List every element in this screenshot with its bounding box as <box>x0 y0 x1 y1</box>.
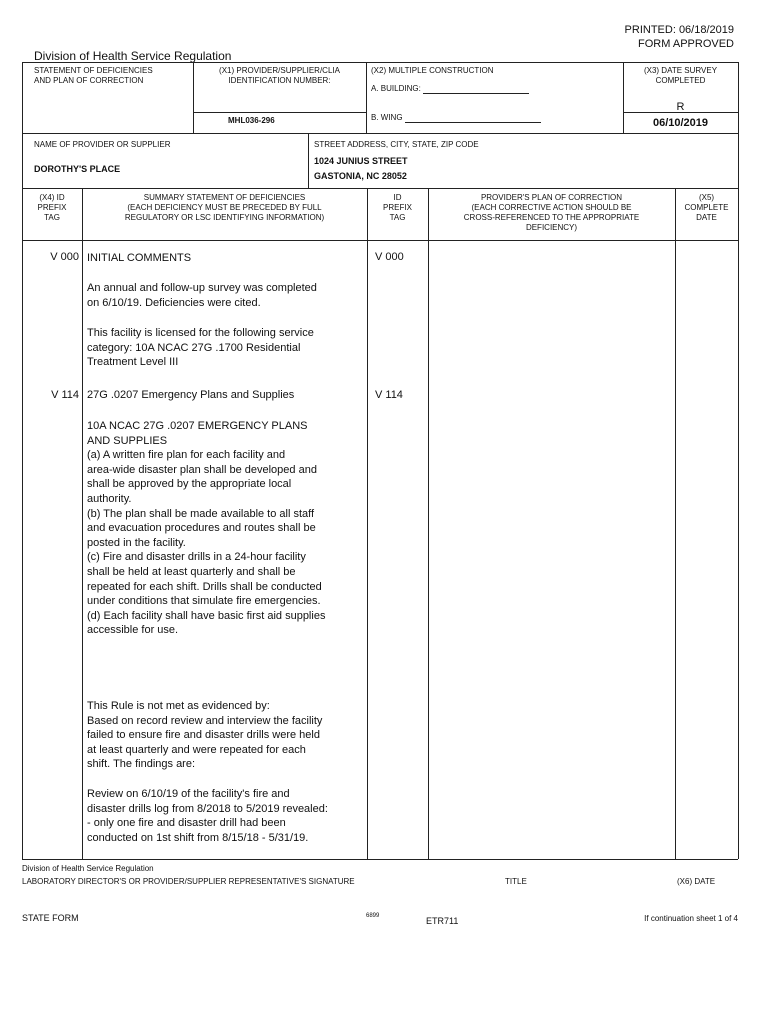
footer-division: Division of Health Service Regulation <box>22 864 154 873</box>
paragraph-rule-text: 10A NCAC 27G .0207 EMERGENCY PLANS AND SUPPLIES (a) A written fire plan for each facility and area-wide disaster plan shall be developed and shall be approved by the appropriate local authority. (b) The plan shall be made available to all staff and evacuation procedures and routes shall be posted in the facility. (c) Fire and disaster drills in a 24-hour facility shall be held at least quarterly and shall be repeated for each shift. Drills shall be conducted under conditions that simulate fire emergencies. (d) Each facility shall have basic first aid supplies accessible for use. <box>87 420 326 637</box>
date-label: (X6) DATE <box>677 877 716 886</box>
address-line1: 1024 JUNIUS STREET <box>314 156 408 166</box>
statement-label: STATEMENT OF DEFICIENCIES AND PLAN OF CORRECTION <box>34 66 153 85</box>
wing-label: B. WING <box>371 113 403 122</box>
id-tag-v114: V 114 <box>375 389 403 401</box>
address-line2: GASTONIA, NC 28052 <box>314 171 407 181</box>
division-title: Division of Health Service Regulation <box>34 49 232 63</box>
paragraph-license: This facility is licensed for the following service category: 10A NCAC 27G .1700 Residential Treatment Level III <box>87 327 314 369</box>
survey-code: R <box>676 101 685 113</box>
form-approved: FORM APPROVED <box>638 38 734 50</box>
x5-header: (X5) COMPLETE DATE <box>684 193 729 222</box>
x1-label: (X1) PROVIDER/SUPPLIER/CLIA IDENTIFICATION NUMBER: <box>219 66 340 85</box>
plan-header: PROVIDER'S PLAN OF CORRECTION (EACH CORRECTIVE ACTION SHOULD BE CROSS-REFERENCED TO THE APPROPRIATE DEFICIENCY) <box>463 193 640 232</box>
printed-date: PRINTED: 06/18/2019 <box>624 24 734 36</box>
title-label: TITLE <box>505 877 527 886</box>
paragraph-findings: This Rule is not met as evidenced by: Based on record review and interview the facility failed to ensure fire and disaster drills were held at least quarterly and were repeated for each shift. The findings are: <box>87 700 323 771</box>
form-code: 6899 <box>366 913 380 919</box>
entry-title-emergency-plans: 27G .0207 Emergency Plans and Supplies <box>87 389 295 401</box>
provider-name: DOROTHY'S PLACE <box>34 164 121 174</box>
signature-label: LABORATORY DIRECTOR'S OR PROVIDER/SUPPLIER REPRESENTATIVE'S SIGNATURE <box>22 877 355 886</box>
event-id: ETR711 <box>426 916 459 926</box>
tag-v000: V 000 <box>50 251 79 263</box>
id-tag-v000: V 000 <box>375 251 404 263</box>
building-label: A. BUILDING: <box>371 84 421 93</box>
id-header: ID PREFIX TAG <box>383 193 412 222</box>
paragraph-survey: An annual and follow-up survey was completed on 6/10/19. Deficiencies were cited. <box>87 282 317 309</box>
provider-label: NAME OF PROVIDER OR SUPPLIER <box>34 140 171 149</box>
survey-date: 06/10/2019 <box>652 117 709 129</box>
x4-header: (X4) ID PREFIX TAG <box>37 193 67 222</box>
continuation-sheet: If continuation sheet 1 of 4 <box>644 914 738 923</box>
address-label: STREET ADDRESS, CITY, STATE, ZIP CODE <box>314 140 479 149</box>
wing-field <box>371 113 541 123</box>
building-field <box>371 84 529 94</box>
state-form-label: STATE FORM <box>22 913 79 923</box>
x3-label: (X3) DATE SURVEY COMPLETED <box>643 66 718 85</box>
entry-title-initial-comments: INITIAL COMMENTS <box>87 252 192 264</box>
paragraph-review: Review on 6/10/19 of the facility's fire and disaster drills log from 8/2018 to 5/2019 revealed: - only one fire and disaster drill had been conducted on 1st shift from 8/15/18 - 5/31/19. <box>87 788 328 844</box>
x2-label: (X2) MULTIPLE CONSTRUCTION <box>371 66 494 75</box>
summary-header: SUMMARY STATEMENT OF DEFICIENCIES (EACH DEFICIENCY MUST BE PRECEDED BY FULL REGULATORY OR LSC IDENTIFYING INFORMATION) <box>124 193 325 222</box>
provider-id: MHL036-296 <box>228 116 275 125</box>
tag-v114: V 114 <box>51 389 79 401</box>
